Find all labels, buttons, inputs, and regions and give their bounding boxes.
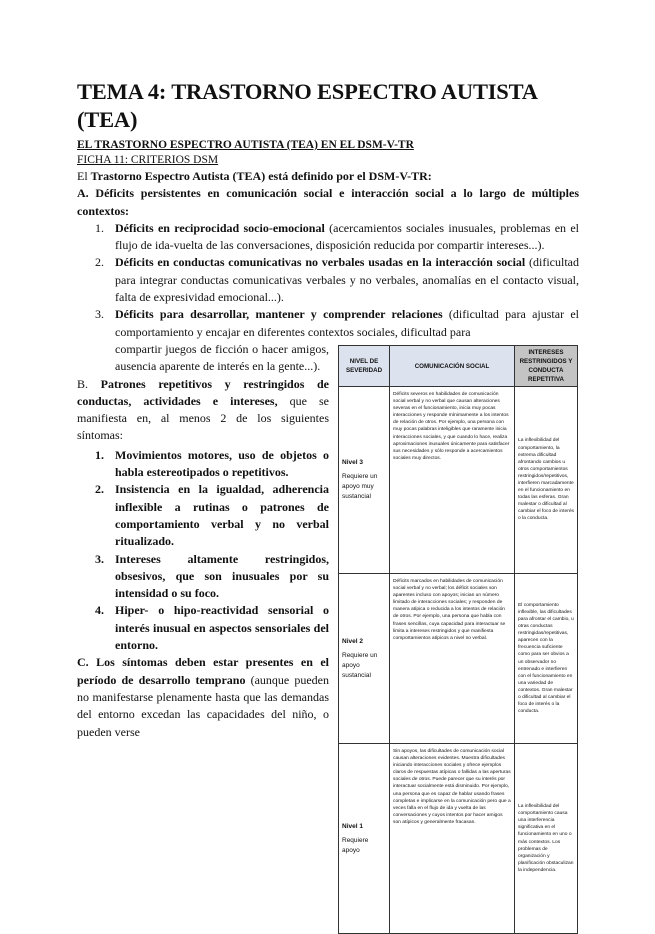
- item-number: 1.: [95, 447, 104, 462]
- item-number: 2.: [95, 482, 104, 497]
- repetitive-cell: La inflexibilidad del comportamiento, la extrema dificultad afrontando cambios u otros comportamientos restringidos/repetitivos, interfieren marcadamente en el funcionamiento en todas las esferas. Gran malestar o dificultad al cambiar el foco de interés o la conducta.: [515, 387, 578, 574]
- criterion-a-item-continuation: compartir juegos de ficción o hacer amigos, ausencia aparente de interés en la gente...).: [115, 341, 329, 374]
- criterion-c-bold: C. Los síntomas deben estar presentes en el período de desarrollo temprano: [77, 655, 329, 687]
- level-label: Nivel 1: [342, 822, 363, 830]
- criterion-c-text: (aunque pueden no manifestarse plenamente hasta que las demandas del entorno excedan las capacidades del niño, o pueden verse: [77, 672, 329, 739]
- level-cell: [339, 744, 390, 934]
- table-row: [339, 574, 578, 744]
- severity-table: [338, 345, 578, 934]
- section-subtitle: EL TRASTORNO ESPECTRO AUTISTA (TEA) EN EL DSM-V-TR: [77, 139, 414, 151]
- table-row: [339, 744, 578, 934]
- level-label: Nivel 2: [342, 637, 363, 645]
- item-text: Intereses altamente restringidos, obsesivos, que son inusuales por su intensidad o su foco.: [115, 551, 329, 601]
- social-cell: Sin apoyos, las dificultades de comunicación social causan alteraciones evidentes. Muestra dificultades iniciando interacciones sociales y ofrece ejemplos claros de respuestas atípicas o fallidas a las aperturas sociales de otros. Puede parecer que su interés por interactuar socialmente está disminuido. Por ejemplo, una persona que es capaz de hablar usando frases completas e implicarse en la comunicación pero que a veces falla en el flujo de ida y vuelta de las conversaciones y cuyos intentos por hacer amigos son atípicos y generalmente fracasan.: [390, 744, 515, 934]
- criterion-a-list: [77, 220, 579, 341]
- intro-bold: Trastorno Espectro Autista (TEA) está definido por el DSM-V-TR:: [90, 169, 432, 183]
- item-bold: Déficits para desarrollar, mantener y comprender relaciones: [115, 307, 443, 322]
- level-label: Nivel 3: [342, 459, 363, 466]
- level-cell: [339, 574, 390, 744]
- header-severity: NIVEL DE SEVERIDAD: [339, 346, 390, 387]
- item-text: (acercamientos sociales inusuales, problemas en el flujo de ida-vuelta de las conversaciones, disposición reducida por compartir intereses...).: [115, 220, 579, 253]
- intro-text: El: [77, 169, 91, 183]
- item-number: 4.: [95, 603, 104, 618]
- table-header-row: [339, 346, 578, 387]
- criterion-a-heading: A. Déficits persistentes en comunicación social e interacción social a lo largo de múltiples contextos:: [77, 186, 579, 218]
- ficha-label: FICHA 11: CRITERIOS DSM: [77, 154, 219, 166]
- repetitive-cell: La inflexibilidad del comportamiento causa una interferencia significativa en el funcionamiento en uno o más contextos. Los problemas de organización y planificación obstaculizan la independencia.: [515, 744, 578, 934]
- criterion-b-paragraph: [77, 376, 329, 445]
- criterion-a-item: [77, 306, 579, 341]
- criterion-b-list: [77, 447, 329, 655]
- criterion-b-bold: Patrones repetitivos y restringidos de conductas, actividades e intereses,: [77, 376, 329, 408]
- item-number: 2.: [95, 255, 104, 270]
- repetitive-cell: El comportamiento inflexible, las dificultades para afrontar el cambio, u otras conductas restringidas/repetitivas, aparecen con la frecuencia suficiente como para ser obvios a un observador no entrenado e interfieren con el funcionamiento en una variedad de contextos. Gran malestar o dificultad al cambiar el foco de interés o la conducta.: [515, 574, 578, 744]
- criterion-c-paragraph: [77, 654, 329, 740]
- criterion-b-item: [77, 551, 329, 603]
- social-cell: Déficits severos en habilidades de comunicación social verbal y no verbal que causan alteraciones severas en el funcionamiento, inicia muy pocas interacciones y responde mínimamente a los intentos de relación de otros. Por ejemplo, una persona con muy pocas palabras inteligibles que raramente inicia interacciones sociales, y que cuando lo hace, realiza aproximaciones inusuales únicamente para satisfacer sus necesidades y sólo responde a acercamientos sociales muy directos.: [390, 387, 515, 574]
- criterion-b-letter: B.: [77, 376, 101, 391]
- criterion-b-item: [77, 481, 329, 550]
- header-repetitive: INTERESES RESTRINGIDOS Y CONDUCTA REPETITIVA: [515, 346, 578, 387]
- item-text: Insistencia en la igualdad, adherencia inflexible a rutinas o patrones de comportamiento verbal y no verbal ritualizado.: [115, 482, 329, 549]
- item-text: Movimientos motores, uso de objetos o habla estereotipados o repetitivos.: [115, 447, 329, 480]
- item-text: (dificultad para ajustar el comportamiento y encajar en diferentes contextos sociales, dificultad para: [115, 307, 579, 339]
- document-title: TEMA 4: TRASTORNO ESPECTRO AUTISTA (TEA): [77, 79, 537, 132]
- item-text: Hiper- o hipo-reactividad sensorial o interés inusual en aspectos sensoriales del entorno.: [115, 603, 329, 653]
- criterion-b-text: que se manifiesta en, al menos 2 de los siguientes síntomas:: [77, 393, 329, 443]
- intro-paragraph: [77, 168, 579, 185]
- header-social: COMUNICACIÓN SOCIAL: [390, 346, 515, 387]
- support-label: Requiere apoyo: [342, 836, 369, 854]
- item-number: 3.: [95, 551, 104, 566]
- item-number: 1.: [95, 220, 104, 235]
- item-number: 3.: [95, 307, 104, 322]
- item-bold: Déficits en conductas comunicativas no verbales usadas en la interacción social: [115, 255, 526, 270]
- criterion-b-item: [77, 447, 329, 482]
- table-row: [339, 387, 578, 574]
- level-cell: [339, 387, 390, 574]
- criterion-a-item: [77, 220, 579, 255]
- support-label: Requiere un apoyo sustancial: [342, 651, 378, 679]
- criterion-a-item: [77, 254, 579, 306]
- social-cell: Déficits marcados en habilidades de comunicación social verbal y no verbal; los déficit sociales son aparentes incluso con apoyos; inician un número limitado de interacciones sociales; y responden de manera atípica o reducida a los intentos de relación de otros. Por ejemplo, una persona que habla con frases sencillas, cuya capacidad para interactuar se limita a intereses restringidos y que manifiesta comportamientos atípicos a nivel no verbal.: [390, 574, 515, 744]
- support-label: Requiere un apoyo muy sustancial: [342, 473, 378, 500]
- item-bold: Déficits en reciprocidad socio-emocional: [115, 220, 325, 235]
- item-text: (dificultad para integrar conductas comunicativas verbales y no verbales, anomalías en el contacto visual, falta de expresividad emocional...).: [115, 255, 579, 305]
- criterion-b-item: [77, 602, 329, 654]
